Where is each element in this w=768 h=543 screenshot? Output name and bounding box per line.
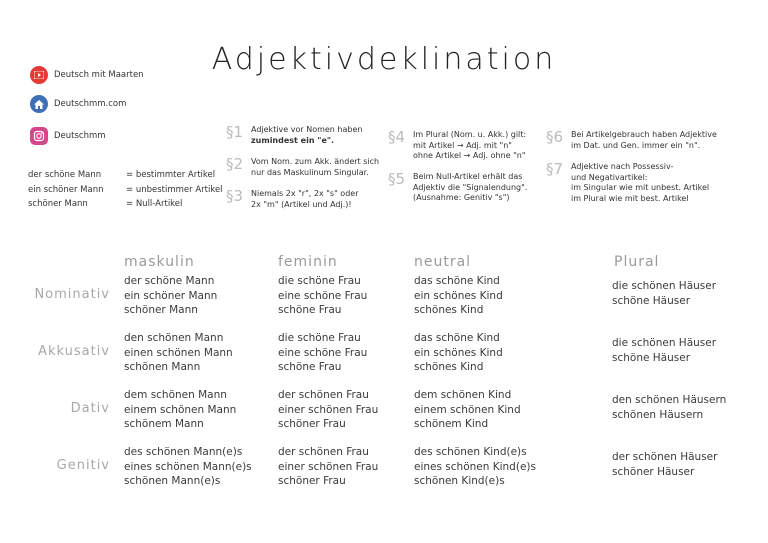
legend-meaning: = unbestimmer Artikel xyxy=(126,184,223,195)
table-cell-line: schöner Frau xyxy=(278,418,346,430)
table-cell-line: schöner Häuser xyxy=(612,465,695,478)
column-header-feminin: feminin xyxy=(278,254,338,270)
legend-row xyxy=(28,168,223,183)
table-cell-line: schönem Mann xyxy=(124,418,204,430)
legend-phrase: schöner Mann xyxy=(28,199,88,209)
cell-nom-m xyxy=(124,274,217,318)
table-cell-line: schöner Frau xyxy=(278,475,346,487)
social-label: Deutschmm xyxy=(54,131,106,141)
rule-text: nur das Maskulinum Singular. xyxy=(251,167,369,177)
instagram-icon xyxy=(30,127,48,145)
rule-number: §7 xyxy=(546,160,564,178)
table-cell-line: ein schönes Kind xyxy=(414,289,503,302)
rule-number: §4 xyxy=(388,128,406,146)
table-cell-line: des schönen Kind(e)s xyxy=(414,446,527,458)
rule-number: §3 xyxy=(226,187,244,205)
row-header-genitiv: Genitiv xyxy=(56,458,110,473)
rule-text: im Singular wie mit unbest. Artikel xyxy=(571,183,710,192)
cell-nom-n xyxy=(414,274,503,318)
table-cell-line: schönem Kind xyxy=(414,418,489,430)
rule-number: §2 xyxy=(226,155,244,173)
table-cell-line: der schönen Frau xyxy=(278,389,369,401)
cell-akk-p xyxy=(612,336,716,365)
legend-phrase: der schöne Mann xyxy=(28,170,102,180)
rule-text: Beim Null-Artikel erhält das xyxy=(413,172,523,181)
table-cell-line: die schönen Häuser xyxy=(612,337,717,349)
table-cell-line: einer schönen Frau xyxy=(278,403,379,416)
cell-nom-f xyxy=(278,274,367,318)
table-cell-line: schönen Kind(e)s xyxy=(414,475,505,487)
rule-2 xyxy=(226,157,379,178)
table-cell-line: eine schöne Frau xyxy=(278,346,368,359)
table-cell-line: die schöne Frau xyxy=(278,332,361,344)
table-cell-line: schöne Frau xyxy=(278,304,342,316)
row-header-nominativ: Nominativ xyxy=(34,287,110,302)
cell-akk-f xyxy=(278,331,367,375)
rule-7 xyxy=(546,162,709,204)
table-cell-line: schönes Kind xyxy=(414,304,484,316)
page-title: Adjektivdeklination xyxy=(211,42,557,77)
table-cell-line: einen schönen Mann xyxy=(124,346,233,359)
table-cell-line: ein schöner Mann xyxy=(124,289,218,302)
rule-text: Adjektive vor Nomen haben xyxy=(251,125,363,134)
cell-dat-n xyxy=(414,388,521,432)
table-cell-line: des schönen Mann(e)s xyxy=(124,446,243,458)
cell-akk-m xyxy=(124,331,233,375)
rule-text: im Plural wie mit best. Artikel xyxy=(571,193,689,203)
rule-6 xyxy=(546,130,717,151)
legend-row xyxy=(28,197,223,212)
column-header-maskulin: maskulin xyxy=(124,254,195,270)
table-cell-line: der schönen Frau xyxy=(278,446,369,458)
legend-meaning: = bestimmter Artikel xyxy=(126,170,216,180)
rule-number: §1 xyxy=(226,123,244,141)
social-label: Deutsch mit Maarten xyxy=(54,70,144,80)
table-cell-line: einem schönen Mann xyxy=(124,403,237,416)
legend-phrase: ein schöner Mann xyxy=(28,184,104,195)
rule-3 xyxy=(226,189,358,210)
table-cell-line: eine schöne Frau xyxy=(278,289,368,302)
rule-text: 2x "m" (Artikel und Adj.)! xyxy=(251,199,352,209)
rule-text: (Ausnahme: Genitiv "s") xyxy=(413,193,510,202)
table-cell-line: schöne Häuser xyxy=(612,294,691,307)
rule-text: Niemals 2x "r", 2x "s" oder xyxy=(251,189,359,198)
table-cell-line: schöne Frau xyxy=(278,361,342,373)
table-cell-line: das schöne Kind xyxy=(414,275,500,287)
table-cell-line: schönes Kind xyxy=(414,361,484,373)
cell-nom-p xyxy=(612,279,716,308)
cell-gen-n xyxy=(414,445,536,489)
legend-meaning: = Null-Artikel xyxy=(126,199,183,209)
rule-text: ohne Artikel → Adj. ohne "n" xyxy=(413,151,526,160)
table-cell-line: ein schönes Kind xyxy=(414,346,503,359)
column-header-plural: Plural xyxy=(614,254,660,270)
row-header-akkusativ: Akkusativ xyxy=(38,344,110,359)
youtube-icon xyxy=(30,66,48,84)
table-cell-line: die schöne Frau xyxy=(278,275,361,287)
column-header-neutral: neutral xyxy=(414,254,472,270)
table-cell-line: eines schönen Kind(e)s xyxy=(414,460,536,473)
table-cell-line: einer schönen Frau xyxy=(278,460,379,473)
social-label: Deutschmm.com xyxy=(54,99,127,109)
table-cell-line: schönen Häusern xyxy=(612,408,704,421)
cell-gen-f xyxy=(278,445,378,489)
social-website[interactable] xyxy=(30,95,126,113)
table-cell-line: den schönen Häusern xyxy=(612,394,727,406)
table-cell-line: schöne Häuser xyxy=(612,351,691,364)
table-cell-line: der schöne Mann xyxy=(124,275,215,287)
rule-1 xyxy=(226,125,362,146)
cell-akk-n xyxy=(414,331,503,375)
rule-text: mit Artikel → Adj. mit "n" xyxy=(413,140,512,150)
legend-row xyxy=(28,183,223,198)
table-cell-line: dem schönen Kind xyxy=(414,389,512,401)
rule-text: Bei Artikelgebrauch haben Adjektive xyxy=(571,130,717,139)
cell-dat-m xyxy=(124,388,236,432)
table-cell-line: einem schönen Kind xyxy=(414,403,521,416)
table-cell-line: dem schönen Mann xyxy=(124,389,227,401)
cell-dat-f xyxy=(278,388,378,432)
article-legend xyxy=(28,168,223,212)
rule-text: Adjektiv die "Signalendung". xyxy=(413,182,528,192)
row-header-dativ: Dativ xyxy=(70,401,110,416)
rule-4 xyxy=(388,130,526,162)
social-instagram[interactable] xyxy=(30,127,106,145)
social-youtube[interactable] xyxy=(30,66,144,84)
table-cell-line: den schönen Mann xyxy=(124,332,224,344)
rule-text: zumindest ein "e". xyxy=(251,135,335,145)
table-cell-line: die schönen Häuser xyxy=(612,280,717,292)
rule-5 xyxy=(388,172,527,204)
table-cell-line: schönen Mann xyxy=(124,361,201,373)
home-icon xyxy=(30,95,48,113)
rule-number: §6 xyxy=(546,128,564,146)
cell-dat-p xyxy=(612,393,726,422)
table-cell-line: der schönen Häuser xyxy=(612,451,718,463)
rule-text: und Negativartikel: xyxy=(571,172,648,182)
cell-gen-m xyxy=(124,445,252,489)
table-cell-line: das schöne Kind xyxy=(414,332,500,344)
table-cell-line: schönen Mann(e)s xyxy=(124,475,221,487)
cell-gen-p xyxy=(612,450,717,479)
rule-text: Vom Nom. zum Akk. ändert sich xyxy=(251,157,380,166)
table-cell-line: eines schönen Mann(e)s xyxy=(124,460,252,473)
rule-number: §5 xyxy=(388,170,406,188)
rule-text: im Dat. und Gen. immer ein "n". xyxy=(571,140,701,150)
rule-text: Im Plural (Nom. u. Akk.) gilt: xyxy=(413,130,527,139)
rule-text: Adjektive nach Possessiv- xyxy=(571,162,674,171)
table-cell-line: schöner Mann xyxy=(124,304,198,316)
